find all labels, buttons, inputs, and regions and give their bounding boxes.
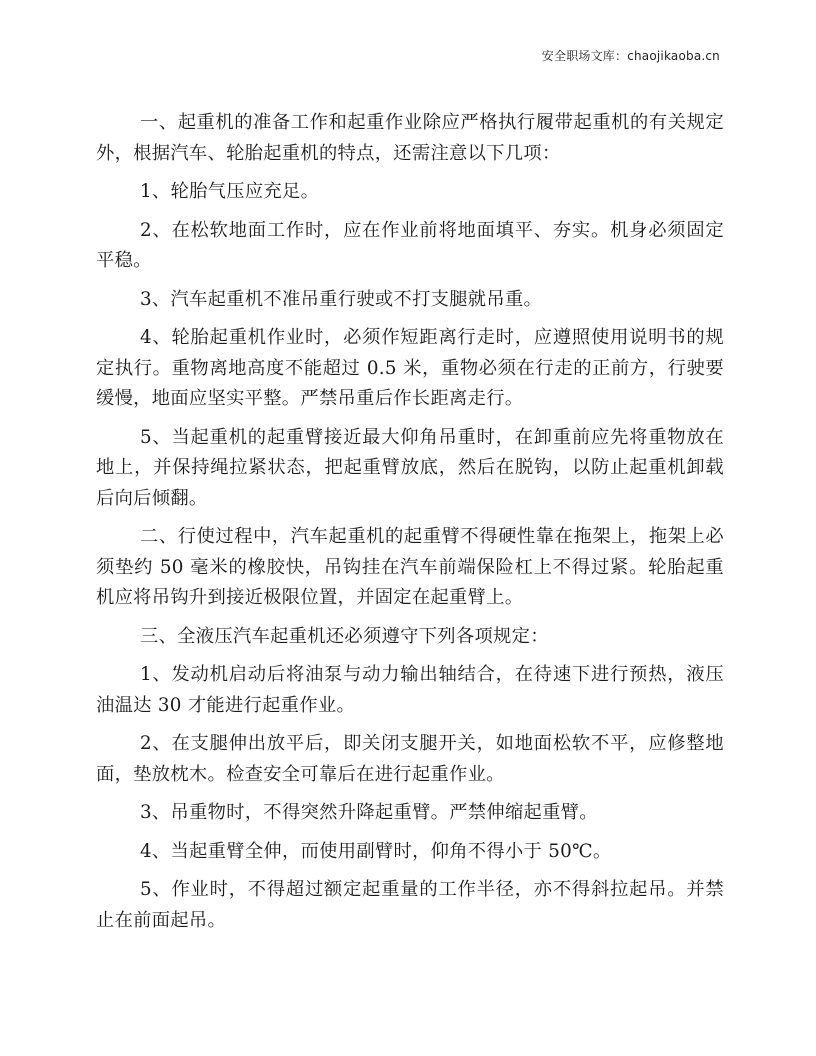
paragraph-section-1-intro: 一、起重机的准备工作和起重作业除应严格执行履带起重机的有关规定外，根据汽车、轮胎起重机的特点，还需注意以下几项： (96, 112, 724, 164)
paragraph-item-3-3: 3、吊重物时，不得突然升降起重臂。严禁伸缩起重臂。 (140, 802, 598, 823)
paragraph-item-3-1: 1、发动机启动后将油泵与动力输出轴结合，在待速下进行预热，液压油温达 30 才能进行起重作业。 (96, 664, 724, 716)
paragraph-item-3-4: 4、当起重臂全伸，而使用副臂时，仰角不得小于 50℃。 (140, 840, 612, 862)
paragraph-section-3-intro: 三、全液压汽车起重机还必须遵守下列各项规定： (140, 625, 549, 647)
paragraph-item-1-5: 5、当起重机的起重臂接近最大仰角吊重时，在卸重前应先将重物放在地上，并保持绳拉紧状态，把起重臂放底，然后在脱钩，以防止起重机卸载后向后倾翻。 (96, 426, 724, 509)
document-body (96, 108, 724, 944)
paragraph-item-3-2: 2、在支腿伸出放平后，即关闭支腿开关，如地面松软不平，应修整地面，垫放枕木。检查安全可靠后在进行起重作业。 (96, 733, 724, 785)
paragraph-item-1-3: 3、汽车起重机不准吊重行驶或不打支腿就吊重。 (140, 288, 543, 310)
page-header-source: 安全职场文库：chaojikaoba.cn (541, 49, 720, 63)
paragraph-item-1-1: 1、轮胎气压应充足。 (140, 181, 320, 202)
paragraph-item-1-2: 2、在松软地面工作时，应在作业前将地面填平、夯实。机身必须固定平稳。 (96, 219, 724, 271)
paragraph-item-3-5: 5、作业时，不得超过额定起重量的工作半径，亦不得斜拉起吊。并禁止在前面起吊。 (96, 879, 724, 931)
paragraph-section-2: 二、行使过程中，汽车起重机的起重臂不得硬性靠在拖架上，拖架上必须垫约 50 毫米的橡胶快，吊钩挂在汽车前端保险杠上不得过紧。轮胎起重机应将吊钩升到接近极限位置，并固定在起重臂上。 (96, 526, 724, 608)
paragraph-item-1-4: 4、轮胎起重机作业时，必须作短距离行走时，应遵照使用说明书的规定执行。重物离地高度不能超过 0.5 米，重物必须在行走的正前方，行驶要缓慢，地面应坚实平整。严禁吊重后作长距离走行。 (96, 327, 724, 409)
